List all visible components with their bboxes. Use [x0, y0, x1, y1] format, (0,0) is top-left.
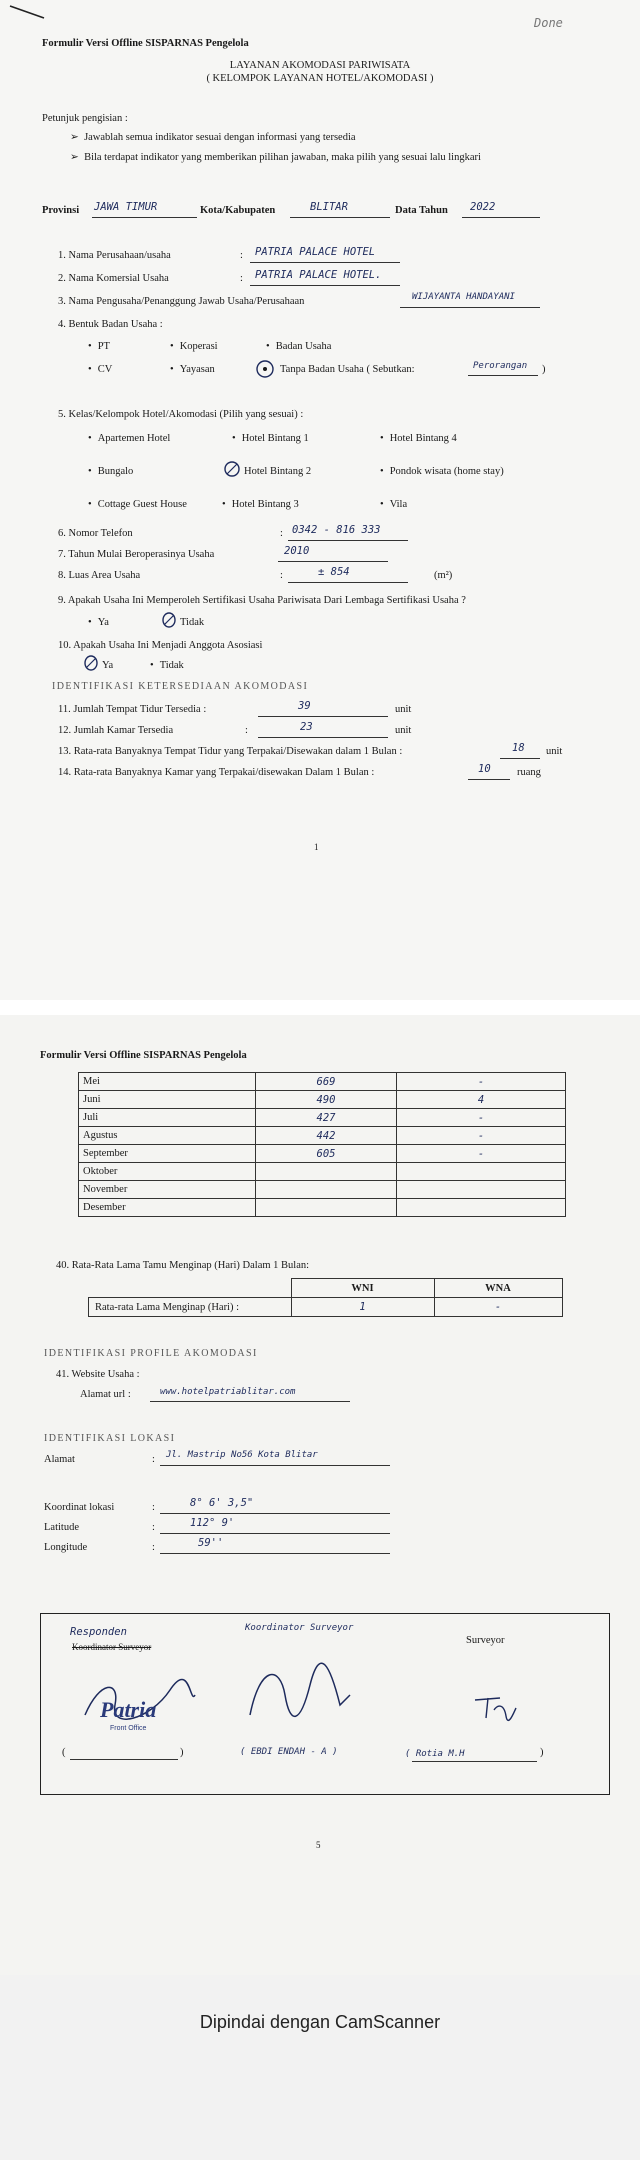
form-label: Formulir Versi Offline SISPARNAS Pengelola: [42, 38, 249, 49]
q14-unit: ruang: [517, 767, 541, 778]
q9-label: 9. Apakah Usaha Ini Memperoleh Sertifikasi Usaha Pariwisata Dari Lembaga Sertifikasi Usaha ?: [58, 595, 466, 606]
q5-option-bintang3[interactable]: • Hotel Bintang 3: [222, 499, 299, 510]
instruction-1-text: Jawablah semua indikator sesuai dengan informasi yang tersedia: [84, 132, 356, 143]
q4-label: 4. Bentuk Badan Usaha :: [58, 319, 163, 330]
month-name-cell: Mei: [79, 1073, 256, 1091]
instruction-2-text: Bila terdapat indikator yang memberikan pilihan jawaban, maka pilih yang sesuai lalu lingkari: [84, 152, 481, 163]
alamat-colon: :: [152, 1454, 155, 1465]
sig-name-3-close: ): [540, 1747, 544, 1758]
corner-pen-mark: [8, 2, 48, 22]
q4-option-pt[interactable]: • PT: [88, 341, 110, 352]
month-wna-cell[interactable]: [397, 1163, 566, 1181]
q5-label: 5. Kelas/Kelompok Hotel/Akomodasi (Pilih yang sesuai) :: [58, 409, 304, 420]
month-wna-cell[interactable]: -: [397, 1145, 566, 1163]
q11-unit: unit: [395, 704, 412, 715]
q40-wna-value[interactable]: -: [434, 1298, 562, 1317]
month-wna-cell[interactable]: -: [397, 1127, 566, 1145]
month-wna-cell[interactable]: -: [397, 1109, 566, 1127]
sig-name-2: ( EBDI ENDAH - A ): [240, 1747, 338, 1757]
q7-label: 7. Tahun Mulai Beroperasinya Usaha: [58, 549, 215, 560]
month-wni-cell[interactable]: 490: [256, 1091, 397, 1109]
month-row: [79, 1145, 566, 1163]
q5-option-vila[interactable]: • Vila: [380, 499, 407, 510]
q13-label: 13. Rata-rata Banyaknya Tempat Tidur yang Terpakai/Disewakan dalam 1 Bulan :: [58, 746, 403, 757]
q4-option-koperasi[interactable]: • Koperasi: [170, 341, 218, 352]
q2-label: 2. Nama Komersial Usaha: [58, 273, 169, 284]
monthly-guests-table: [78, 1072, 566, 1217]
koordinat-label: Koordinat lokasi: [44, 1502, 115, 1513]
data-year-label: Data Tahun: [395, 205, 448, 216]
sig-name-3: ( Rotia M.H: [405, 1749, 465, 1759]
q4-option-cv[interactable]: • CV: [88, 364, 112, 375]
latitude-label: Latitude: [44, 1522, 79, 1533]
instruction-1: ➢ Jawablah semua indikator sesuai dengan informasi yang tersedia: [70, 132, 356, 143]
longitude-label: Longitude: [44, 1542, 88, 1553]
month-wna-cell[interactable]: -: [397, 1073, 566, 1091]
koordinat-colon: :: [152, 1502, 155, 1513]
q5-option-bintang1[interactable]: • Hotel Bintang 1: [232, 433, 309, 444]
alamat-label: Alamat: [44, 1454, 75, 1465]
sig-surveyor-label: Surveyor: [466, 1635, 505, 1646]
q1-value[interactable]: PATRIA PALACE HOTEL: [255, 246, 376, 258]
q12-label: 12. Jumlah Kamar Tersedia: [58, 725, 174, 736]
month-wna-cell[interactable]: [397, 1181, 566, 1199]
q40-col-wna: WNA: [434, 1279, 562, 1298]
q5-option-bungalo[interactable]: • Bungalo: [88, 466, 133, 477]
q6-value[interactable]: 0342 - 816 333: [292, 524, 381, 536]
signature-3-icon: [470, 1690, 520, 1725]
q40-label: 40. Rata-Rata Lama Tamu Menginap (Hari) Dalam 1 Bulan:: [56, 1260, 310, 1271]
q41-url-label: Alamat url :: [80, 1389, 131, 1400]
q12-value[interactable]: 23: [300, 721, 313, 733]
q10-option-ya[interactable]: Ya: [102, 660, 114, 671]
month-name-cell: Desember: [79, 1199, 256, 1217]
form-title-line1: LAYANAN AKOMODASI PARIWISATA: [229, 60, 411, 71]
q8-value[interactable]: ± 854: [318, 566, 350, 578]
q40-table: [88, 1278, 563, 1317]
q40-col-wni: WNI: [291, 1279, 434, 1298]
q40-corner-cell: [89, 1279, 292, 1298]
month-wni-cell[interactable]: [256, 1181, 397, 1199]
month-wni-cell[interactable]: [256, 1163, 397, 1181]
q9-option-ya[interactable]: • Ya: [88, 617, 109, 628]
q41-label: 41. Website Usaha :: [56, 1369, 140, 1380]
month-wni-cell[interactable]: 427: [256, 1109, 397, 1127]
month-name-cell: Juli: [79, 1109, 256, 1127]
q12-colon: :: [245, 725, 248, 736]
section-ketersediaan: IDENTIFIKASI KETERSEDIAAN AKOMODASI: [52, 681, 309, 692]
q6-colon: :: [280, 528, 283, 539]
q9-marked-icon: [160, 611, 178, 629]
q5-circled-mark: [222, 459, 242, 479]
koordinat-value[interactable]: 8° 6' 3,5": [190, 1497, 254, 1509]
q8-label: 8. Luas Area Usaha: [58, 570, 141, 581]
corner-note: Done: [534, 16, 563, 30]
q6-label: 6. Nomor Telefon: [58, 528, 133, 539]
month-wni-cell[interactable]: 605: [256, 1145, 397, 1163]
q4-option-tanpa[interactable]: Tanpa Badan Usaha ( Sebutkan:: [280, 364, 415, 375]
q14-value[interactable]: 10: [478, 763, 491, 775]
q5-option-cottage[interactable]: • Cottage Guest House: [88, 499, 187, 510]
month-row: [79, 1109, 566, 1127]
data-year-value[interactable]: 2022: [470, 201, 496, 213]
month-name-cell: September: [79, 1145, 256, 1163]
sig-responden-handwritten: Responden: [70, 1626, 127, 1638]
q2-value[interactable]: PATRIA PALACE HOTEL.: [255, 269, 382, 281]
q7-value[interactable]: 2010: [284, 545, 310, 557]
province-value[interactable]: JAWA TIMUR: [94, 201, 158, 213]
month-name-cell: November: [79, 1181, 256, 1199]
q11-label: 11. Jumlah Tempat Tidur Tersedia :: [58, 704, 207, 715]
scanner-footer: [0, 1975, 640, 2160]
q40-wni-value[interactable]: 1: [291, 1298, 434, 1317]
q3-value[interactable]: WIJAYANTA HANDAYANI: [412, 292, 515, 302]
scanner-footer-text: Dipindai dengan CamScanner: [199, 2012, 441, 2032]
q4-option-badan-usaha[interactable]: • Badan Usaha: [266, 341, 331, 352]
q5-option-pondok[interactable]: • Pondok wisata (home stay): [380, 466, 504, 477]
month-name-cell: Juni: [79, 1091, 256, 1109]
q9-option-tidak[interactable]: Tidak: [180, 617, 205, 628]
section-profile: IDENTIFIKASI PROFILE AKOMODASI: [44, 1348, 258, 1359]
q10-option-tidak[interactable]: • Tidak: [150, 660, 184, 671]
q8-colon: :: [280, 570, 283, 581]
instruction-2: ➢ Bila terdapat indikator yang memberikan pilihan jawaban, maka pilih yang sesuai lalu lingkari: [70, 152, 481, 163]
sig-coordinator-handwritten: Koordinator Surveyor: [245, 1623, 354, 1633]
sig-responden-printed: Koordinator Surveyor: [72, 1642, 152, 1652]
page-number-1: 1: [314, 842, 319, 852]
month-wna-cell[interactable]: [397, 1199, 566, 1217]
latitude-value[interactable]: 112° 9': [190, 1517, 235, 1529]
q1-colon: :: [240, 250, 243, 261]
q41-url-value[interactable]: www.hotelpatriablitar.com: [160, 1387, 296, 1397]
q2-colon: :: [240, 273, 243, 284]
alamat-value[interactable]: Jl. Mastrip No56 Kota Blitar: [166, 1450, 318, 1460]
stamp-subtext: Front Office: [110, 1725, 147, 1732]
q40-row-label: Rata-rata Lama Menginap (Hari) :: [89, 1298, 292, 1317]
latitude-colon: :: [152, 1522, 155, 1533]
q4-close: ): [542, 364, 546, 375]
q12-unit: unit: [395, 725, 412, 736]
month-name-cell: Oktober: [79, 1163, 256, 1181]
q14-label: 14. Rata-rata Banyaknya Kamar yang Terpakai/disewakan Dalam 1 Bulan :: [58, 767, 375, 778]
month-row: [79, 1163, 566, 1181]
month-wna-cell[interactable]: 4: [397, 1091, 566, 1109]
q11-value[interactable]: 39: [298, 700, 311, 712]
q13-value[interactable]: 18: [512, 742, 525, 754]
month-row: [79, 1181, 566, 1199]
regency-label: Kota/Kabupaten: [200, 205, 276, 216]
form-page-1: [0, 0, 640, 1000]
q5-option-bintang4[interactable]: • Hotel Bintang 4: [380, 433, 457, 444]
signature-2-icon: [240, 1655, 360, 1735]
month-wni-cell[interactable]: 442: [256, 1127, 397, 1145]
q10-label: 10. Apakah Usaha Ini Menjadi Anggota Asosiasi: [58, 640, 263, 651]
regency-value[interactable]: BLITAR: [310, 201, 348, 213]
q8-unit: (m²): [434, 570, 453, 581]
q5-option-apartemen[interactable]: • Apartemen Hotel: [88, 433, 170, 444]
sig-name-1-close: ): [180, 1747, 184, 1758]
form-title-line2: ( KELOMPOK LAYANAN HOTEL/AKOMODASI ): [206, 73, 434, 84]
month-wni-cell[interactable]: [256, 1199, 397, 1217]
longitude-colon: :: [152, 1542, 155, 1553]
section-lokasi: IDENTIFIKASI LOKASI: [44, 1433, 176, 1444]
province-label: Provinsi: [42, 205, 80, 216]
q10-marked-icon: [82, 654, 100, 672]
q4-tanpa-value[interactable]: Perorangan: [473, 361, 528, 371]
month-row: [79, 1091, 566, 1109]
form-label-2: Formulir Versi Offline SISPARNAS Pengelola: [40, 1050, 247, 1061]
month-wni-cell[interactable]: 669: [256, 1073, 397, 1091]
q4-option-yayasan[interactable]: • Yayasan: [170, 364, 215, 375]
month-name-cell: Agustus: [79, 1127, 256, 1145]
form-page-2: [0, 1015, 640, 1975]
longitude-value[interactable]: 59'': [198, 1537, 224, 1549]
q13-unit: unit: [546, 746, 563, 757]
month-row: [79, 1199, 566, 1217]
month-row: [79, 1127, 566, 1145]
sig-name-1-open: (: [62, 1747, 66, 1758]
instructions-heading: Petunjuk pengisian :: [42, 113, 128, 124]
q4-circled-mark: [254, 358, 276, 380]
page-number-5: 5: [316, 1840, 321, 1850]
q5-option-bintang2[interactable]: Hotel Bintang 2: [244, 466, 312, 477]
q1-label: 1. Nama Perusahaan/usaha: [58, 250, 171, 261]
q3-label: 3. Nama Pengusaha/Penanggung Jawab Usaha/Perusahaan: [58, 296, 305, 307]
month-row: [79, 1073, 566, 1091]
stamp-logo: Patria: [100, 1697, 157, 1722]
